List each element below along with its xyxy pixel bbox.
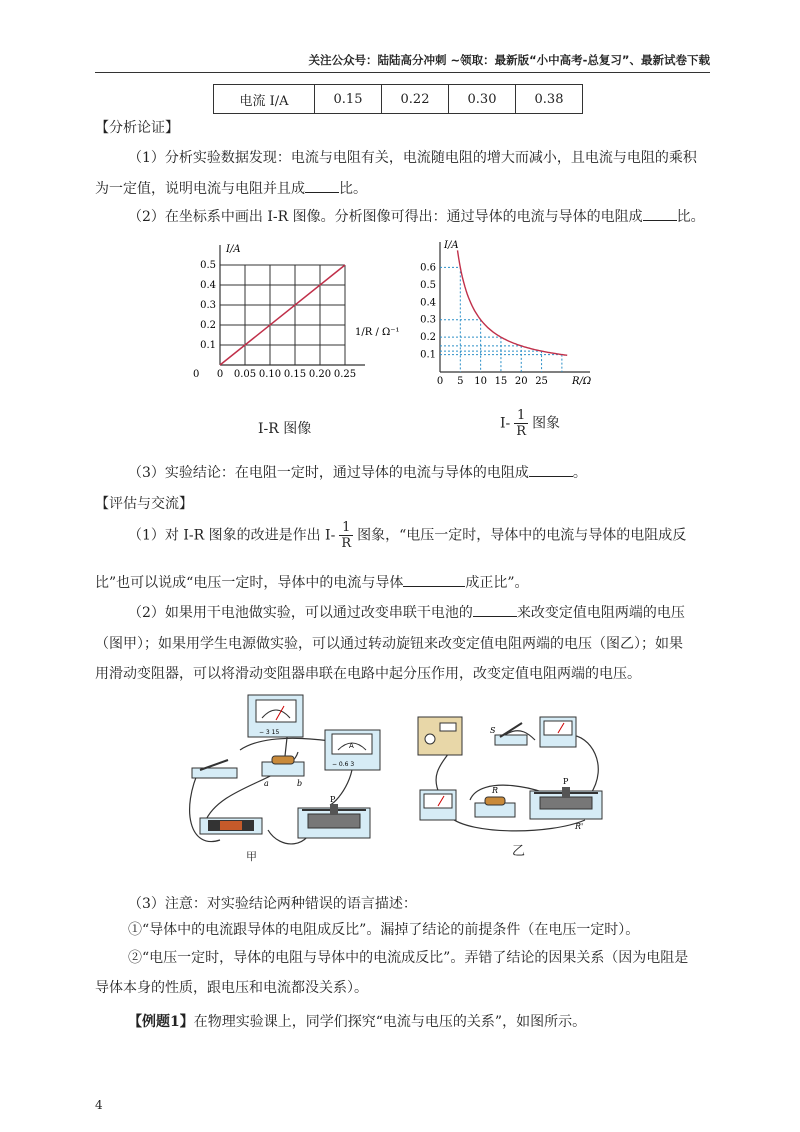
circuit-figure-b (410, 705, 620, 840)
eval-2-line3: 用滑动变阻器，可以将滑动变阻器串联在电路中起分压作用，改变定值电阻两端的电压。 (95, 666, 641, 682)
y-tick-label: 0.3 (200, 300, 216, 311)
svg-text:− 0.6 3: − 0.6 3 (332, 761, 355, 768)
analysis-1-line2: 为一定值，说明电流与电阻并且成 比。 (95, 178, 367, 199)
eval-3-item2-line2: 导体本身的性质，跟电压和电流都没关系）。 (95, 980, 368, 996)
ammeter-icon (325, 730, 380, 770)
circuit-figure-a (180, 690, 395, 865)
current-table (213, 84, 583, 114)
label-a: a (264, 779, 269, 788)
y-tick-label: 0.6 (420, 262, 436, 274)
eval-1: （1）对 I-R 图象的改进是作出 I- $\frac{1}{R}$ 图象，“电压一定时，导体中的电流与导体的电阻成反 (128, 520, 687, 551)
page-header: 关注公众号：陆陆高分冲刺 ~领取：最新版“小中高考-总复习”、最新试卷下载 (308, 53, 710, 67)
label-b: b (297, 779, 303, 788)
y-axis-label: I/A (226, 244, 241, 255)
x-axis-label: R/Ω (572, 376, 592, 387)
page-number: 4 (95, 1098, 103, 1112)
answer-blank[interactable] (305, 178, 339, 193)
x-tick-label: 20 (514, 376, 528, 387)
y-tick-label: 0.5 (200, 260, 216, 271)
analysis-2: （2）在坐标系中画出 I-R 图像。分析图像可得出：通过导体的电流与导体的电阻成 比。 (128, 206, 705, 227)
chart-i-vs-inverse-r (190, 240, 400, 385)
table-cell: 0.30 (449, 85, 516, 114)
answer-blank[interactable] (473, 602, 517, 617)
y-tick-label: 0.2 (420, 332, 436, 344)
y-tick-label: 0.2 (200, 320, 216, 331)
rheostat-icon (530, 777, 602, 831)
y-tick-label: 0.3 (420, 314, 436, 326)
label-p: P (563, 777, 569, 786)
label-r: R (492, 786, 499, 795)
eval-2-line1: （2）如果用干电池做实验，可以通过改变串联干电池的 来改变定值电阻两端的电压 (128, 602, 685, 623)
answer-blank[interactable] (643, 206, 677, 221)
y-tick-label: 0.4 (200, 280, 216, 291)
section-title-eval: 【评估与交流】 (95, 496, 193, 512)
rheostat-icon (298, 795, 370, 838)
x-tick-label: 10 (474, 376, 487, 387)
voltmeter-icon (420, 790, 456, 820)
power-supply-icon (418, 717, 462, 755)
eval-1-line2: 比”也可以说成“电压一定时，导体中的电流与导体 成正比”。 (95, 572, 529, 593)
table-row-label: 电流 I/A (214, 85, 315, 114)
eval-3-item2-line1: ②“电压一定时，导体的电阻与导体中的电流成反比”。弄错了结论的因果关系（因为电阻是 (128, 950, 689, 966)
x-tick-label: 0 (216, 369, 224, 380)
switch-icon (490, 723, 527, 745)
y-tick-label: 0.1 (200, 340, 216, 351)
chart-i-vs-r (410, 238, 610, 388)
example-1: 【例题1】在物理实验课上，同学们探究“电流与电压的关系”，如图所示。 (128, 1014, 587, 1030)
battery-icon (200, 818, 262, 834)
y-tick-label: 0.5 (420, 279, 436, 291)
origin-label: 0 (193, 369, 200, 380)
x-tick-label: 25 (535, 376, 548, 387)
svg-text:A: A (349, 742, 354, 750)
resistor-icon (262, 756, 304, 788)
ammeter-icon (540, 717, 576, 747)
answer-blank[interactable] (529, 462, 573, 477)
voltmeter-icon (248, 695, 303, 737)
header-rule (95, 72, 710, 73)
svg-text:− 3 15: − 3 15 (259, 729, 280, 736)
x-tick-label: 0.15 (283, 369, 307, 380)
resistor-icon (475, 786, 515, 817)
data-line (220, 265, 345, 365)
switch-icon (192, 760, 237, 778)
label-r2: R' (575, 822, 584, 831)
x-tick-label: 0.05 (233, 369, 257, 380)
y-tick-label: 0.4 (420, 297, 436, 309)
x-tick-label: 15 (494, 376, 508, 387)
answer-blank[interactable] (403, 572, 465, 587)
label-p: P (330, 795, 336, 804)
x-tick-label: 0.10 (258, 369, 282, 380)
x-tick-label: 0.20 (308, 369, 332, 380)
label-s: S (490, 726, 496, 735)
figure-label-a: 甲 (246, 850, 257, 863)
figure-label-b: 乙 (512, 844, 526, 859)
x-tick-label: 0.25 (333, 369, 357, 380)
analysis-1-line1: （1）分析实验数据发现：电流与电阻有关，电流随电阻的增大而减小，且电流与电阻的乘积 (128, 150, 697, 166)
y-tick-label: 0.1 (420, 349, 436, 361)
x-tick-label: 5 (457, 376, 464, 387)
caption-left: I-R 图像 (258, 421, 312, 437)
data-curve (458, 250, 568, 355)
x-tick-label: 0 (436, 376, 444, 387)
table-cell: 0.38 (516, 85, 583, 114)
eval-2-line2: （图甲）；如果用学生电源做实验，可以通过转动旋钮来改变定值电阻两端的电压（图乙）；如果 (95, 636, 683, 652)
analysis-3: （3）实验结论：在电阻一定时，通过导体的电流与导体的电阻成 。 (128, 462, 587, 483)
y-axis-label: I/A (444, 240, 459, 251)
eval-3-item1: ①“导体中的电流跟导体的电阻成反比”。漏掉了结论的前提条件（在电压一定时）。 (128, 922, 640, 938)
caption-right: I- $\frac{1}{R}$ 图象 (500, 408, 561, 439)
x-axis-label: 1/R / Ω⁻¹ (355, 327, 400, 338)
table-cell: 0.22 (382, 85, 449, 114)
eval-3-title: （3）注意：对实验结论两种错误的语言描述： (128, 896, 417, 912)
table-row (214, 85, 583, 114)
section-title-analysis: 【分析论证】 (95, 120, 179, 136)
table-cell: 0.15 (315, 85, 382, 114)
